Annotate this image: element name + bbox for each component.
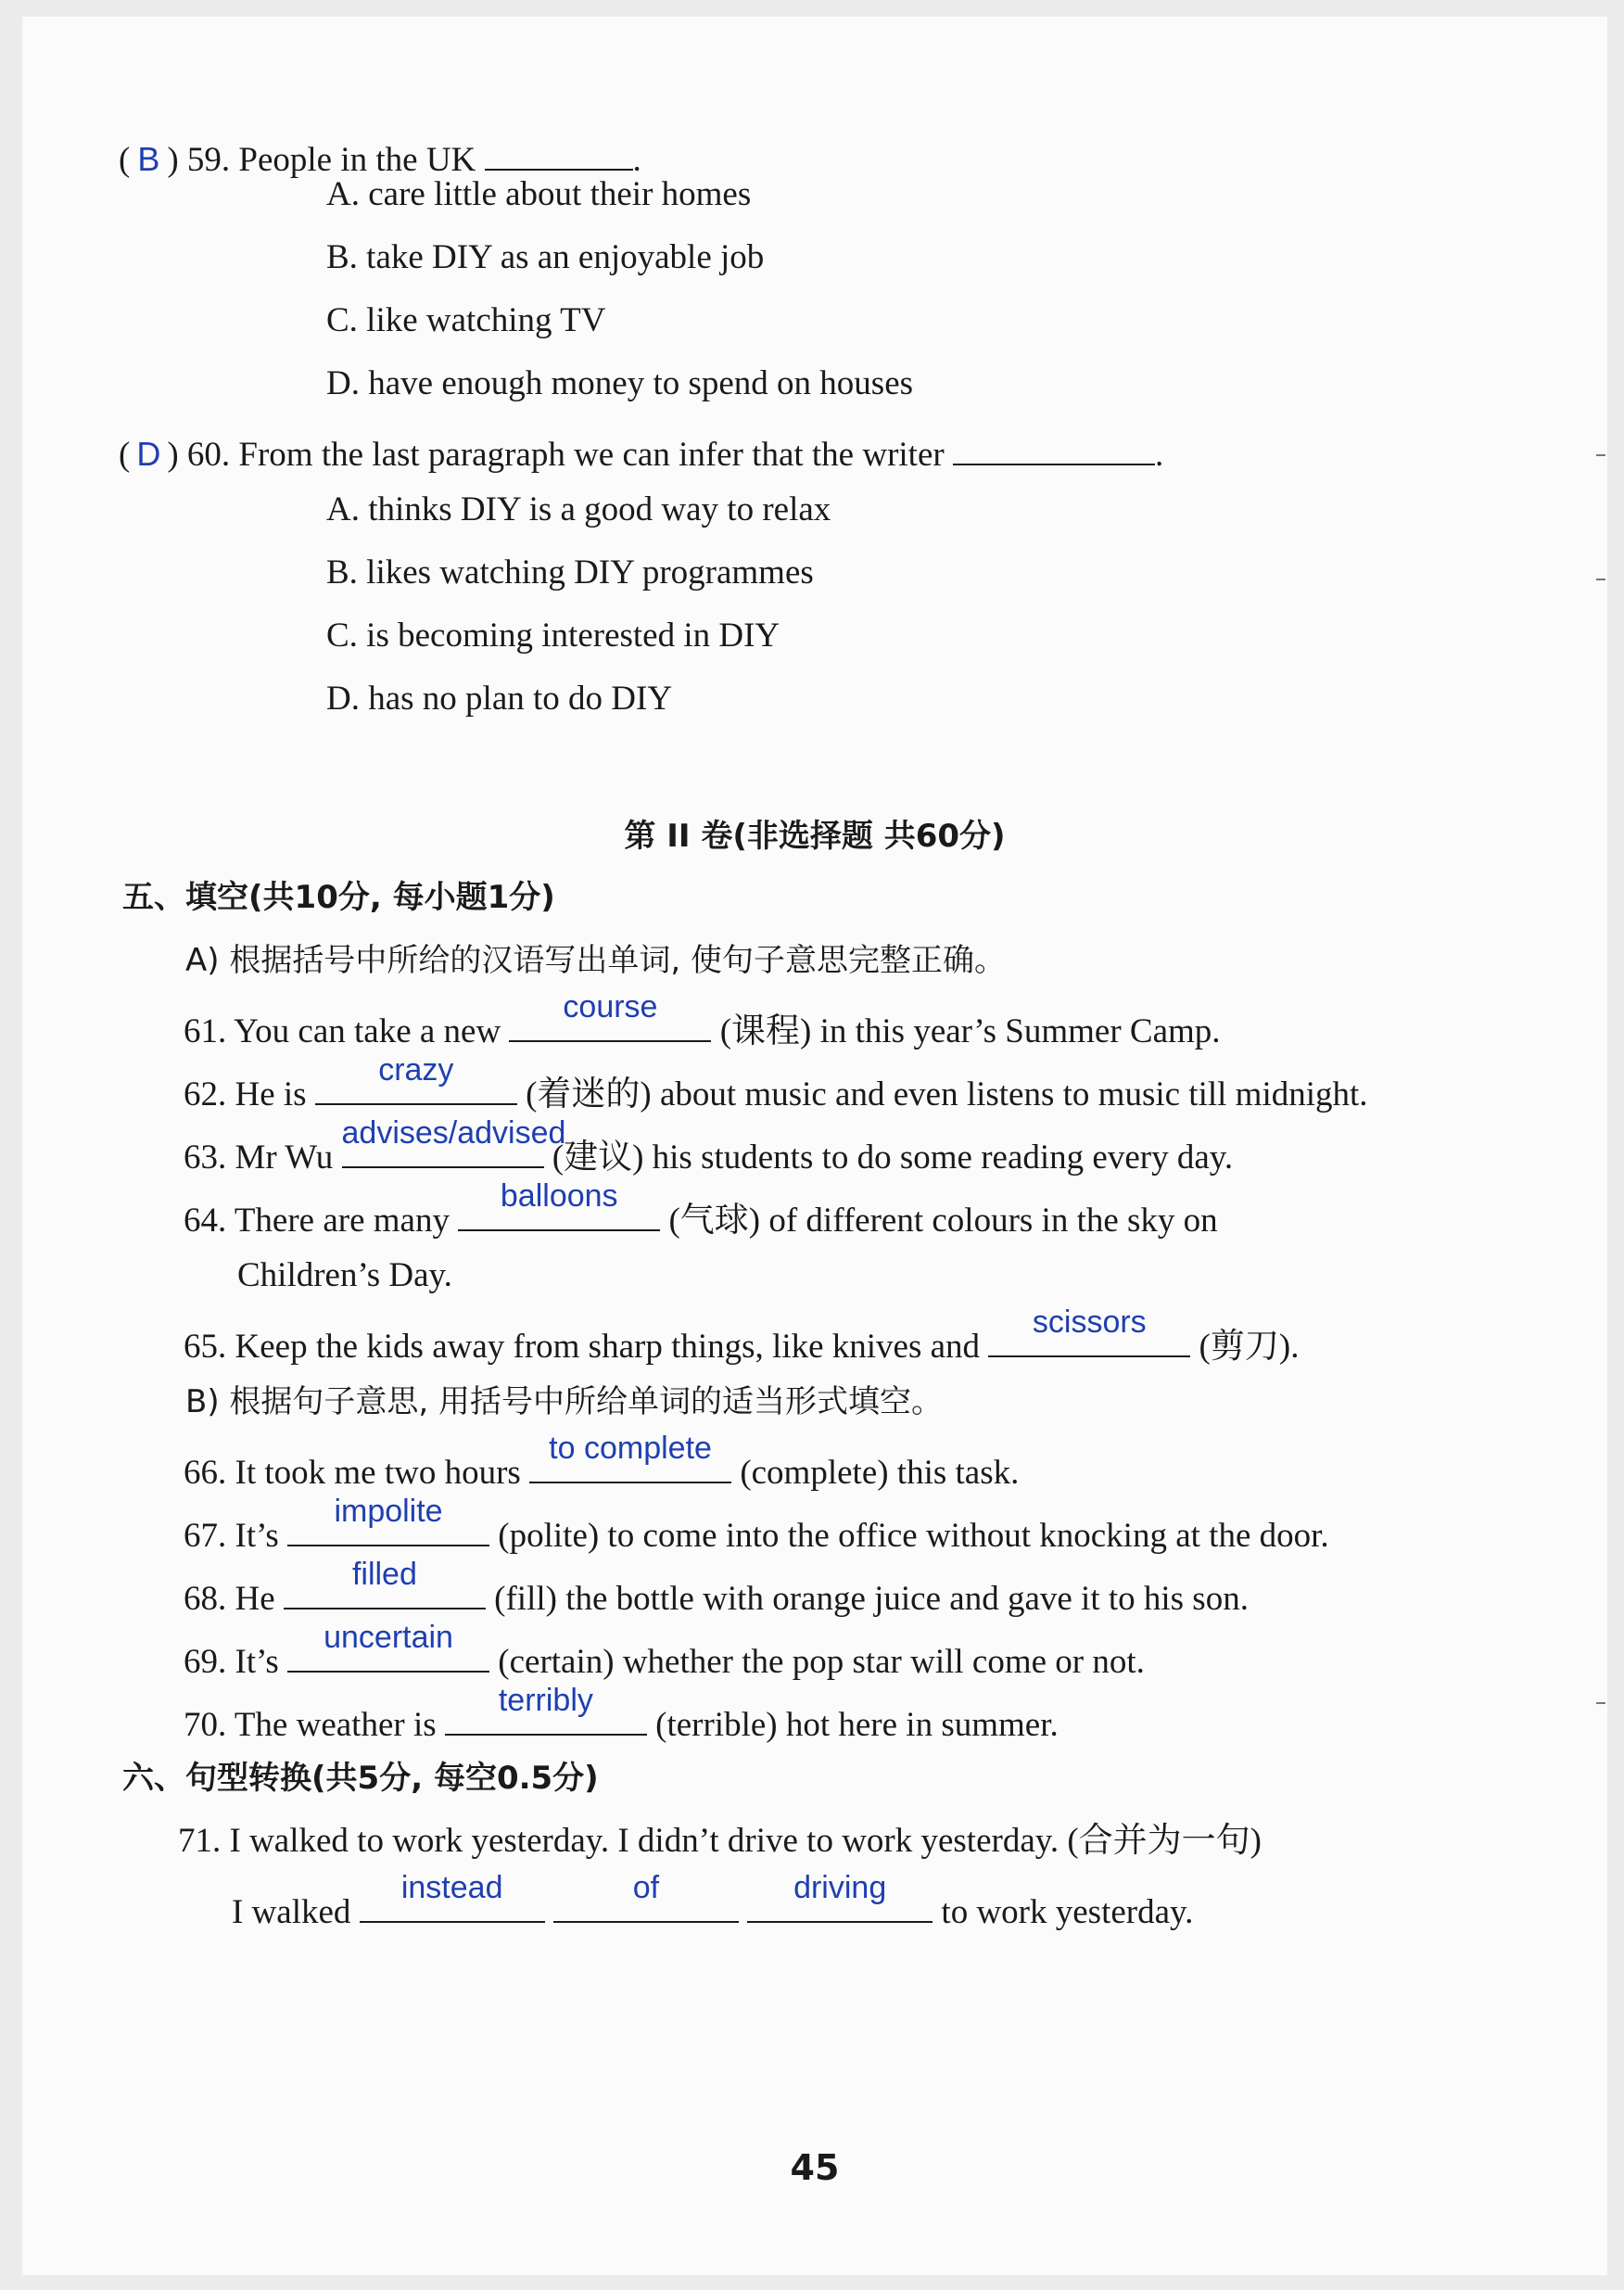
part-a-instruction: A) 根据括号中所给的汉语写出单词, 使句子意思完整正确。 [185, 942, 1006, 979]
worksheet-page [22, 17, 1607, 2275]
answer-blank[interactable]: uncertain [287, 1634, 489, 1673]
question-60-stem: ( D ) 60. From the last paragraph we can infer that the writer . [119, 426, 1163, 476]
answer-blank[interactable]: crazy [315, 1066, 517, 1105]
question-64: 64. There are many balloons (气球) of different colours in the sky on [184, 1178, 1218, 1240]
question-62: 62. He is crazy (着迷的) about music and even listens to music till midnight. [184, 1052, 1368, 1113]
question-65: 65. Keep the kids away from sharp things, like knives and scissors (剪刀). [184, 1304, 1300, 1366]
question-70: 70. The weather is terribly (terrible) hot here in summer. [184, 1683, 1059, 1744]
scan-mark [1596, 1702, 1605, 1704]
answer-letter: D [136, 435, 161, 473]
question-67: 67. It’s impolite (polite) to come into the office without knocking at the door. [184, 1494, 1329, 1555]
option: B. likes watching DIY programmes [326, 553, 814, 592]
answer-blank[interactable]: to complete [529, 1444, 731, 1483]
section-5-title: 五、填空(共10分, 每小题1分) [122, 879, 555, 916]
option: D. have enough money to spend on houses [326, 364, 914, 402]
question-64-continuation: Children’s Day. [237, 1256, 452, 1294]
answer-blank[interactable]: of [553, 1884, 739, 1923]
answer-blank[interactable]: advises/advised [342, 1129, 544, 1168]
scan-mark [1596, 579, 1605, 580]
question-68: 68. He filled (fill) the bottle with orange juice and gave it to his son. [184, 1557, 1249, 1618]
part-b-instruction: B) 根据句子意思, 用括号中所给单词的适当形式填空。 [185, 1383, 944, 1420]
option: A. thinks DIY is a good way to relax [326, 490, 831, 528]
answer-blank[interactable] [485, 132, 633, 171]
scan-mark [1596, 454, 1605, 456]
answer-blank[interactable]: impolite [287, 1508, 489, 1546]
question-71-stem: 71. I walked to work yesterday. I didn’t drive to work yesterday. (合并为一句) [178, 1822, 1262, 1860]
question-63: 63. Mr Wu advises/advised (建议) his students to do some reading every day. [184, 1115, 1234, 1177]
question-59-stem: ( B ) 59. People in the UK . [119, 132, 641, 181]
volume-title: 第 II 卷(非选择题 共60分) [624, 818, 1006, 855]
section-6-title: 六、句型转换(共5分, 每空0.5分) [122, 1760, 599, 1797]
answer-blank[interactable]: filled [284, 1571, 486, 1609]
option: D. has no plan to do DIY [326, 680, 673, 718]
question-69: 69. It’s uncertain (certain) whether the pop star will come or not. [184, 1620, 1145, 1681]
answer-blank[interactable]: terribly [445, 1697, 647, 1736]
option: C. like watching TV [326, 301, 606, 339]
answer-blank[interactable]: course [509, 1003, 711, 1042]
question-71-answer-line: I walked instead of driving to work yesterday. [232, 1870, 1194, 1931]
answer-blank[interactable]: driving [747, 1884, 933, 1923]
question-66: 66. It took me two hours to complete (complete) this task. [184, 1431, 1020, 1492]
answer-letter: B [137, 140, 160, 178]
answer-blank[interactable]: balloons [458, 1192, 660, 1231]
answer-blank[interactable] [953, 426, 1155, 465]
option: C. is becoming interested in DIY [326, 617, 780, 655]
option: B. take DIY as an enjoyable job [326, 238, 765, 276]
question-61: 61. You can take a new course (课程) in this year’s Summer Camp. [184, 989, 1221, 1050]
answer-blank[interactable]: scissors [988, 1318, 1190, 1357]
option: A. care little about their homes [326, 175, 752, 213]
page-number: 45 [790, 2147, 840, 2188]
answer-blank[interactable]: instead [360, 1884, 545, 1923]
